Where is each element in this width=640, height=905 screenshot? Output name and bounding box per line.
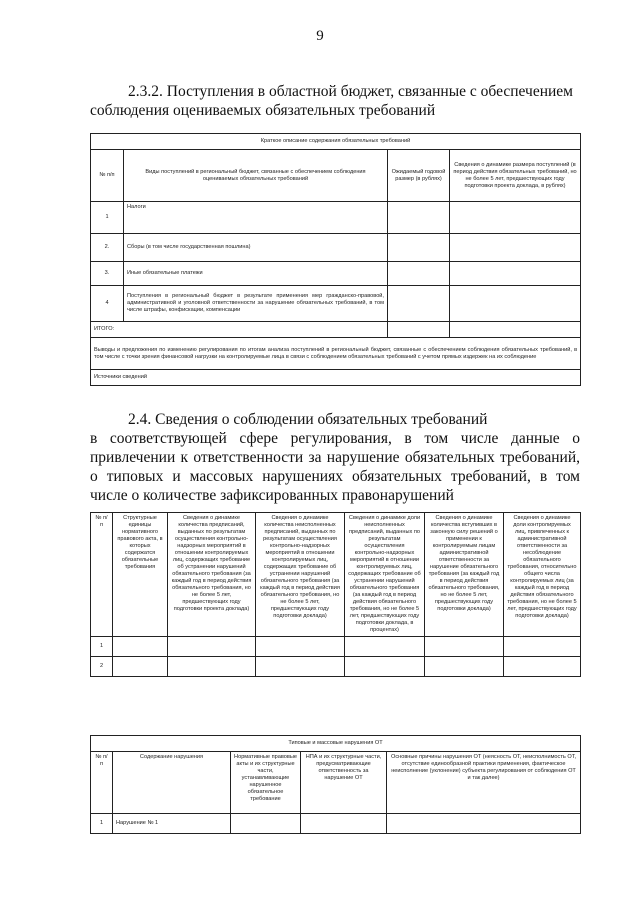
row-num: 1: [91, 814, 113, 834]
revenue-table: [90, 133, 581, 386]
row-label: Поступления в региональный бюджет в результате применения мер гражданско-правовой, административной и уголовной ответственности за нарушение обязательных требований, в том числе штрафы, конфискации, компенсации: [124, 286, 388, 322]
row-num: 3.: [91, 262, 124, 286]
row-label: Нарушение № 1: [113, 814, 231, 834]
col-header-reasons: Основные причины нарушения ОТ (неясность ОТ, неисполнимость ОТ, отсутствие единообразной практики применения, фактическое неисполнение (уклонение) субъекта регулирования от соблюдения ОТ и так далее): [387, 752, 581, 814]
table-row: [91, 637, 581, 657]
row-num: 2: [91, 657, 113, 677]
col-header-unfulfilled-orders: Сведения о динамике количества неисполненных предписаний, выданных по результатам осуществления контрольно-надзорных мероприятий в отношении контролируемых лиц, содержащих требование об устранении нарушений обязательного требования (за каждый год в период действия обязательного требования, но не более 5 лет, предшествующих году подготовки доклада): [256, 513, 345, 637]
col-header-revenue-types: Виды поступлений в региональный бюджет, связанные с обеспечением соблюдения оцениваемых обязательных требований: [124, 150, 388, 202]
col-header-npa: НПА и их структурные части, предусматривающие ответственность за нарушение ОТ: [301, 752, 387, 814]
col-header-num: № п/п: [91, 752, 113, 814]
conclusions-row: Выводы и предложения по изменению регулирования по итогам анализа поступлений в региональный бюджет, связанные с обеспечением соблюдения обязательных требований, в том числе с точки зрения финансовой нагрузки на контролируемые лица в связи с соблюдением обязательных требований с учетом прямых издержек на их соблюдение: [91, 338, 581, 370]
sources-row: Источники сведений: [91, 370, 581, 386]
row-label: Сборы (в том числе государственная пошлина): [124, 234, 388, 262]
typical-violations-table: [90, 735, 581, 834]
row-cell: [388, 322, 450, 338]
total-label: ИТОГО:: [91, 322, 388, 338]
row-cell: [450, 322, 581, 338]
row-label: Налоги: [124, 202, 388, 234]
table-row: [91, 286, 581, 322]
col-header-dynamics: Сведения о динамике размера поступлений (в период действия обязательных требований, но не более 5 лет, предшествующих году подготовки проекта доклада, в рублях): [450, 150, 581, 202]
section-heading-232: [90, 82, 580, 120]
row-cell: [450, 202, 581, 234]
col-header-orders-count: Сведения о динамике количества предписаний, выданных по результатам осуществления контрольно-надзорных мероприятий в отношении контролируемых лиц, содержащих требование об устранении нарушений обязательного требования (за каждый год в период действия обязательного требования, но не более 5 лет, предшествующих году подготовки проекта доклада): [168, 513, 256, 637]
row-num: 4: [91, 286, 124, 322]
table-row: [91, 202, 581, 234]
row-num: 1: [91, 637, 113, 657]
row-cell: [388, 262, 450, 286]
heading-24-line2: в соответствующей сфере регулирования, в том числе данные о привлечении к ответственности за нарушение обязательных требований, о типовых и массовых нарушениях обязательных требований, в том числе о количестве зафиксированных правонарушений: [90, 430, 580, 504]
col-header-persons-share: Сведения о динамике доли контролируемых лиц, привлеченных к административной ответственности за несоблюдение обязательного требования, относительно общего числа контролируемых лиц (за каждый год в период действия обязательного требования, но не более 5 лет, предшествующих году подготовки доклада): [504, 513, 581, 637]
compliance-table: [90, 512, 581, 677]
col-header-unfulfilled-share: Сведения о динамике доли неисполненных предписаний, выданных по результатам осуществления контрольно-надзорных мероприятий в отношении контролируемых лиц, содержащих требование об устранении нарушений обязательного требования (за каждый год в период действия обязательного требования, но не более 5 лет, предшествующих году подготовки доклада, в процентах): [345, 513, 425, 637]
row-cell: [388, 286, 450, 322]
row-cell: [450, 234, 581, 262]
row-cell: [388, 202, 450, 234]
table-row: [91, 814, 581, 834]
col-header-legal-acts: Нормативные правовые акты и их структурные части, устанавливающие нарушенное обязательное требование: [231, 752, 301, 814]
row-label: Иные обязательные платежи: [124, 262, 388, 286]
col-header-expected-size: Ожидаемый годовой размер (в рублях): [388, 150, 450, 202]
row-cell: [450, 262, 581, 286]
table-row: [91, 262, 581, 286]
typical-violations-caption: Типовые и массовые нарушения ОТ: [91, 736, 581, 752]
col-header-num: № п/п: [91, 513, 113, 637]
heading-232-line2: соблюдения оцениваемых обязательных требований: [90, 102, 436, 119]
col-header-decisions: Сведения о динамике количества вступивших в законную силу решений о применении к контролируемым лицам административной ответственности за нарушение обязательного требования (за каждый год в период действия обязательного требования, но не более 5 лет, предшествующих году подготовки доклада): [425, 513, 504, 637]
heading-24-line1: 2.4. Сведения о соблюдении обязательных требований: [128, 411, 488, 428]
page-number: 9: [316, 28, 324, 44]
row-cell: [450, 286, 581, 322]
col-header-structural-units: Структурные единицы нормативного правового акта, в которых содержатся обязательные требования: [113, 513, 168, 637]
table-row: [91, 657, 581, 677]
col-header-violation-content: Содержание нарушения: [113, 752, 231, 814]
row-num: 2.: [91, 234, 124, 262]
row-num: 1: [91, 202, 124, 234]
total-row: [91, 322, 581, 338]
col-header-num: № п/п: [91, 150, 124, 202]
heading-232-line1: 2.3.2. Поступления в областной бюджет, связанные с обеспечением: [128, 83, 573, 100]
revenue-table-caption: Краткое описание содержания обязательных требований: [91, 134, 581, 150]
table-row: [91, 234, 581, 262]
row-cell: [388, 234, 450, 262]
section-heading-24: [90, 410, 580, 505]
